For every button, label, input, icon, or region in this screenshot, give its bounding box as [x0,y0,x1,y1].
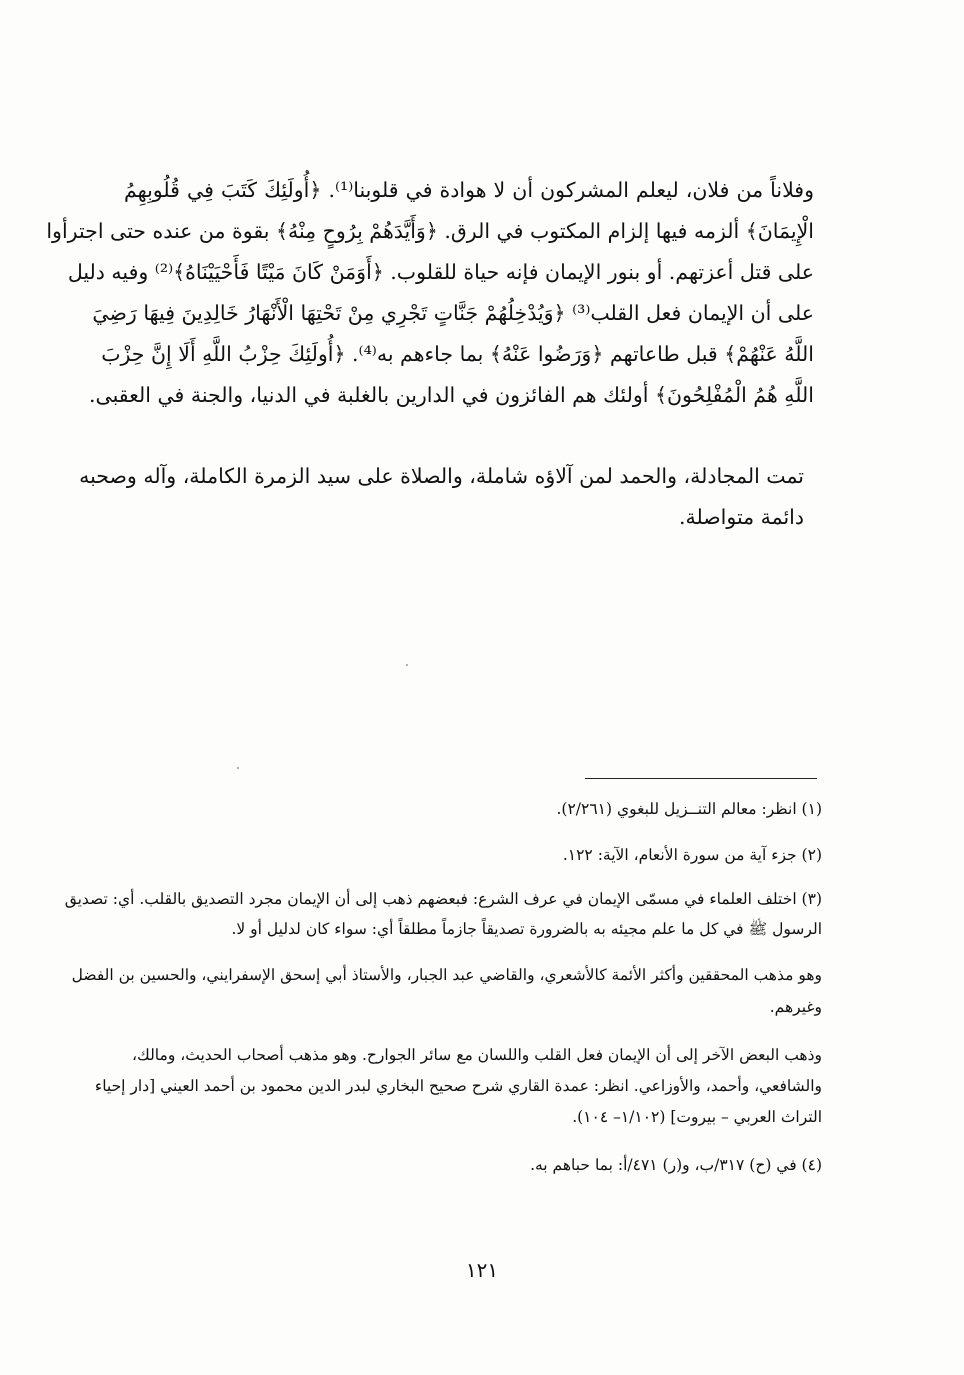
scan-speck [406,664,408,666]
closing-line-2: دائمة متواصلة. [678,505,804,529]
page-number: ١٢١ [465,1258,499,1282]
footnote-2: (٢) جزء آية من سورة الأنعام، الآية: ١٢٢. [562,846,822,864]
scan-speck [237,767,239,769]
footnote-separator [585,778,817,779]
footnote-3c-line-1: وذهب البعض الآخر إلى أن الإيمان فعل القلب واللسان مع سائر الجوارح. وهو مذهب أصحاب الحديث، ومالك، [132,1046,822,1064]
footnote-4: (٤) في (ح) ٣١٧/ب، و(ر) ٤٧١/أ: بما حباهم به. [530,1156,822,1174]
footnote-3-line-2: الرسول ﷺ في كل ما علم مجيئه به بالضرورة تصديقاً جازماً مطلقاً أي: سواء كان لدليل أو لا. [231,920,822,938]
body-line-6: اللَّهِ هُمُ الْمُفْلِحُونَ﴾ أولئك هم الفائزون في الدارين بالغلبة في الدنيا، والجنة في العقبى. [88,383,814,407]
footnote-3c-line-2: والشافعي، وأحمد، والأوزاعي. انظر: عمدة القاري شرح صحيح البخاري لبدر الدين محمود بن أحمد العيني [دار إحياء [94,1077,822,1095]
footnote-1: (١) انظر: معالم التنــزيل للبغوي (٢/٢٦١). [556,800,822,818]
body-line-4: على أن الإيمان فعل القلب⁽³⁾ ﴿وَيُدْخِلُهُمْ جَنَّاتٍ تَجْرِي مِنْ تَحْتِهَا الْأَنْهَارُ خَالِدِينَ فِيهَا رَضِيَ [92,301,814,325]
footnote-3b-line-2: وغيرهم. [769,998,822,1016]
body-line-1: وفلاناً من فلان، ليعلم المشركون أن لا هوادة في قلوبنا⁽¹⁾. ﴿أُولَئِكَ كَتَبَ فِي قُلُوبِهِمُ [124,178,814,202]
body-line-5: اللَّهُ عَنْهُمْ﴾ قبل طاعاتهم ﴿وَرَضُوا عَنْهُ﴾ بما جاءهم به⁽⁴⁾. ﴿أُولَئِكَ حِزْبُ اللَّهِ أَلَا إِنَّ حِزْبَ [101,342,814,366]
footnote-3b-line-1: وهو مذهب المحققين وأكثر الأئمة كالأشعري، والقاضي عبد الجبار، والأستاذ أبي إسحق الإسفرايني، والحسين بن الفضل [71,966,822,984]
footnote-3-line-1: (٣) اختلف العلماء في مسمّى الإيمان في عرف الشرع: فبعضهم ذهب إلى أن الإيمان مجرد التصديق بالقلب. أي: تصديق [64,890,822,908]
footnote-3c-line-3: التراث العربي – بيروت] (١/١٠٢– ١٠٤). [572,1108,822,1126]
closing-line-1: تمت المجادلة، والحمد لمن آلاؤه شاملة، والصلاة على سيد الزمرة الكاملة، وآله وصحبه [79,464,804,488]
body-line-2: الْإِيمَانَ﴾ ألزمه فيها إلزام المكتوب في الرق. ﴿وَأَيَّدَهُمْ بِرُوحٍ مِنْهُ﴾ بقوة من عنده حتى اجترأوا [46,219,814,243]
body-line-3: على قتل أعزتهم. أو بنور الإيمان فإنه حياة للقلوب. ﴿أَوَمَنْ كَانَ مَيْتًا فَأَحْيَيْنَاهُ﴾⁽²⁾ وفيه دليل [67,260,814,284]
